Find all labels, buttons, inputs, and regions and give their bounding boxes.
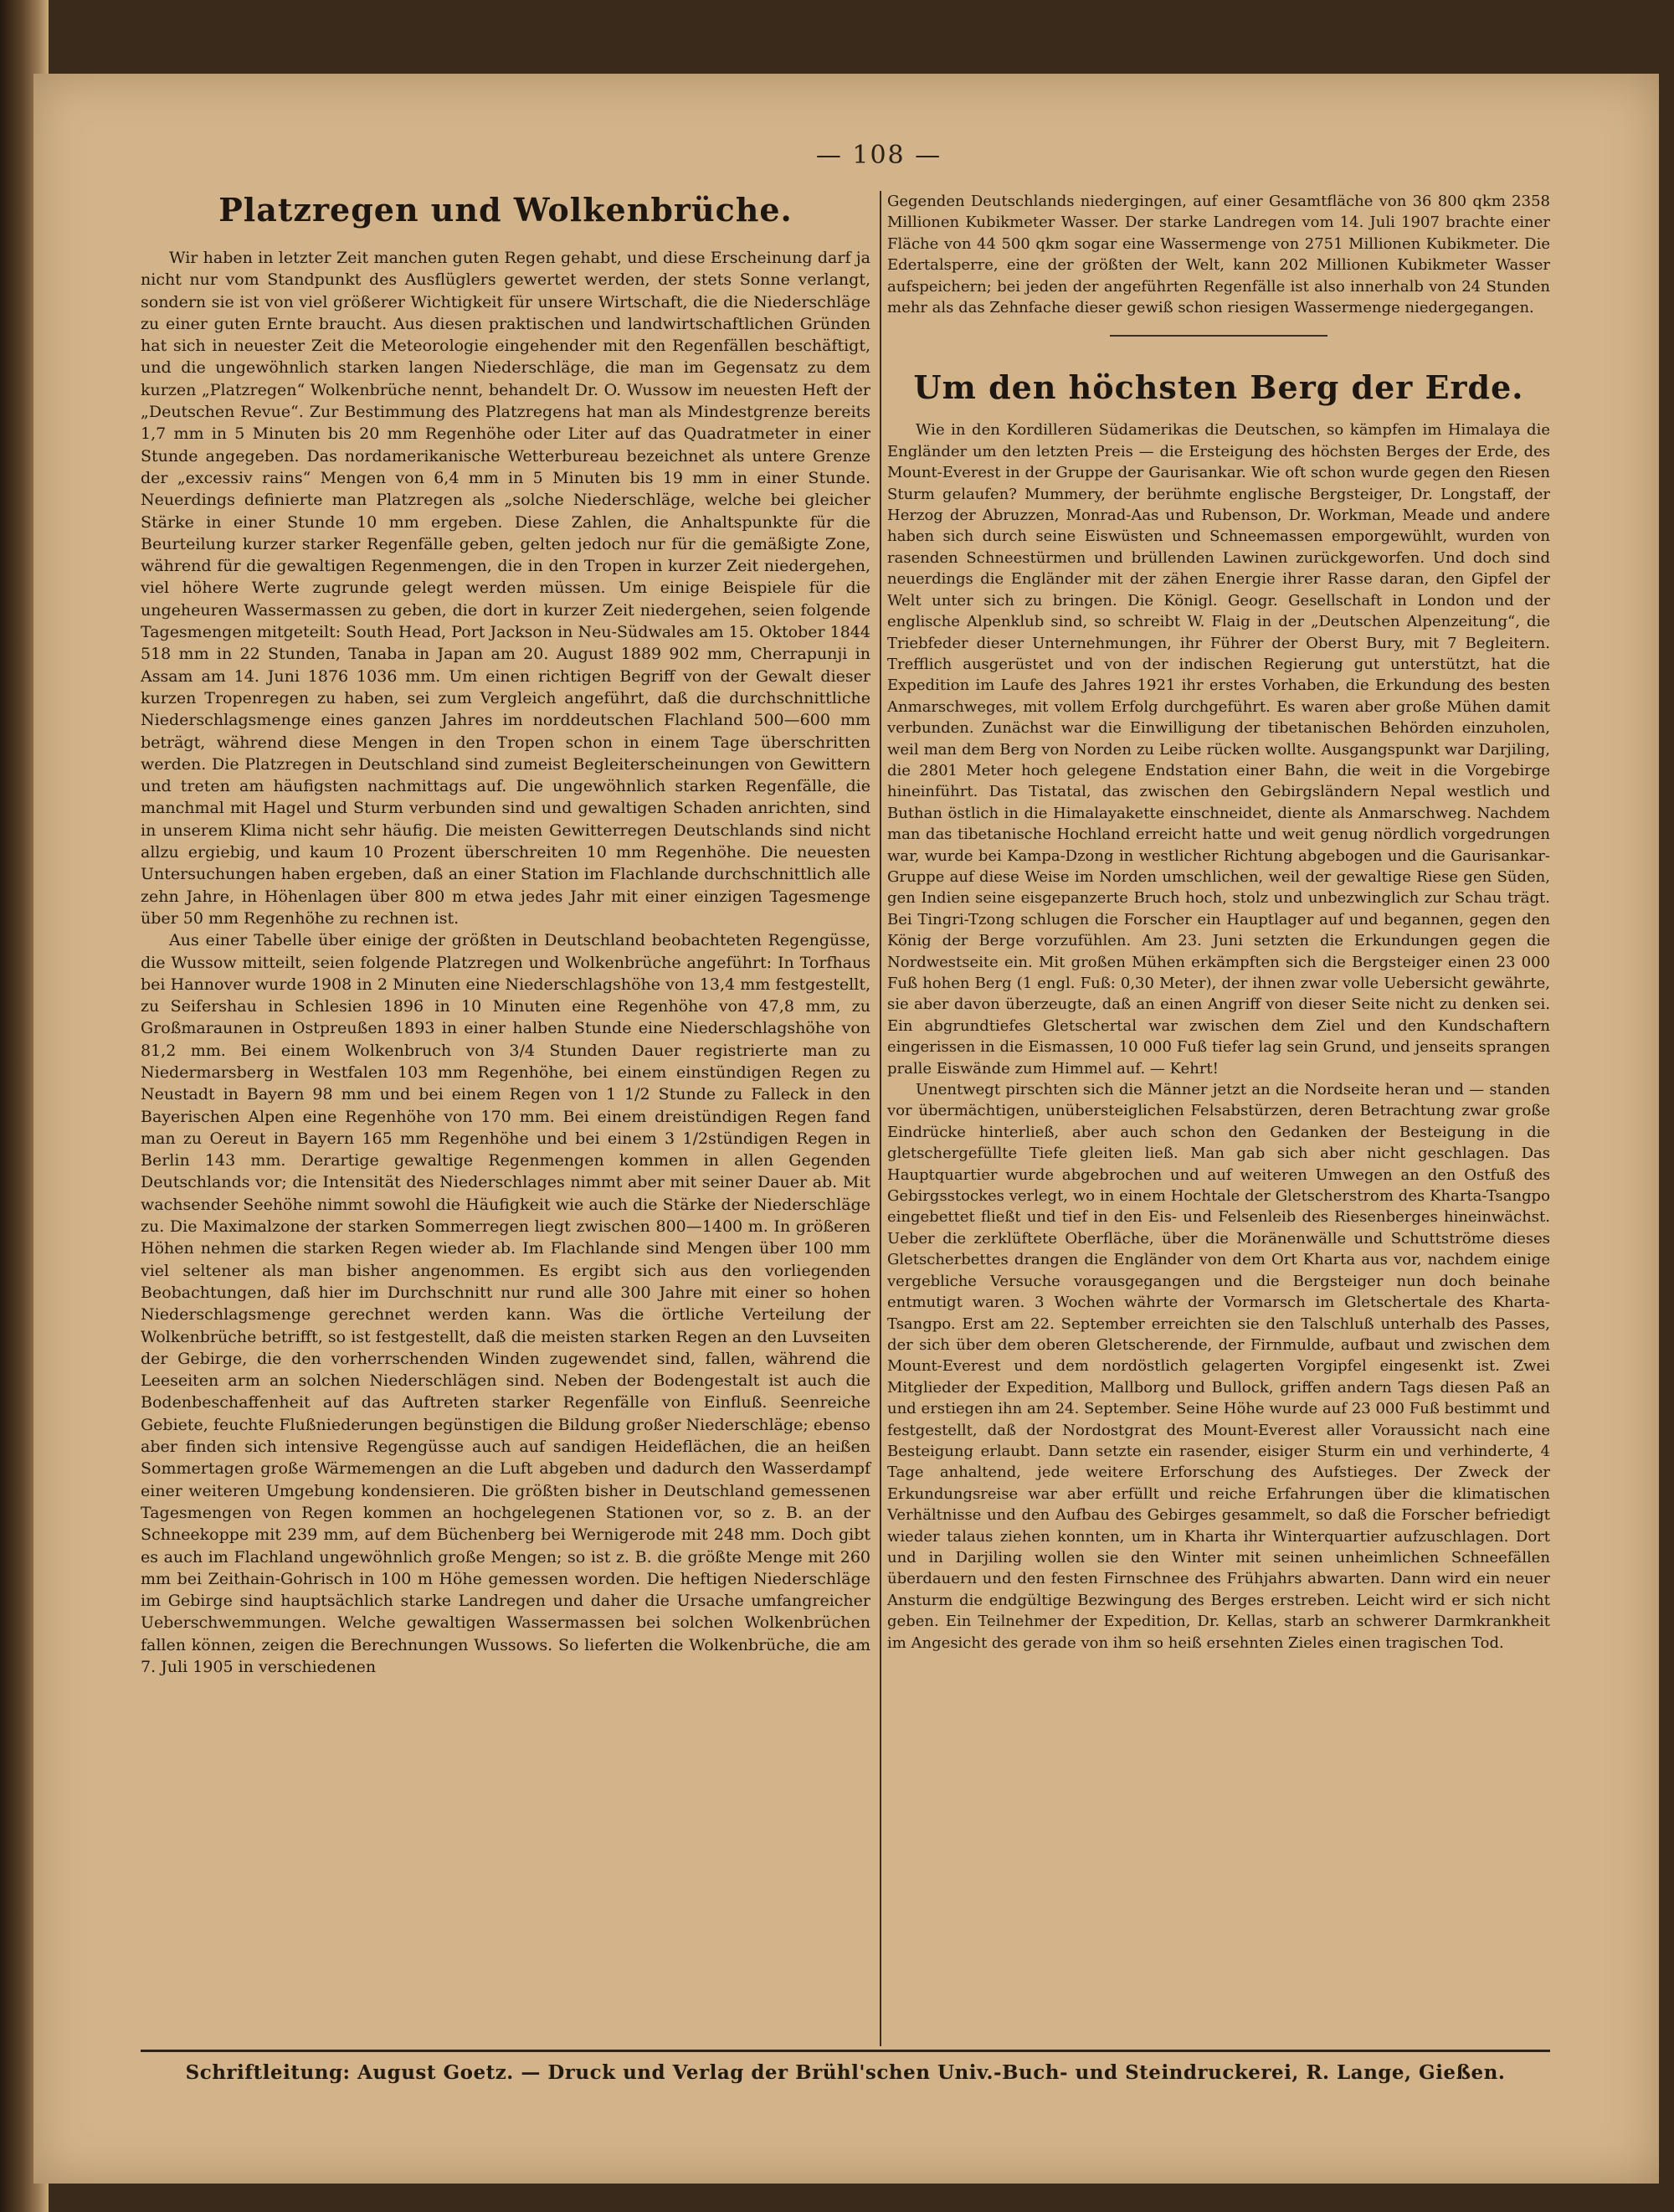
- article-paragraph: Aus einer Tabelle über einige der größten in Deutschland beobachteten Regengüsse, die Wussow mitteilt, seien folgende Platzregen und Wolkenbrüche angeführt: In Torfhaus bei Hannover wurde 1908 in 2 Minuten eine Niederschlagshöhe von 13,4 mm festgestellt, zu Seifershau in Schlesien 1896 in 10 Minuten eine Regenhöhe von 47,8 mm, zu Großmaraunen in Ostpreußen 1893 in einer halben Stunde eine Niederschlagshöhe von 81,2 mm. Bei einem Wolkenbruch von 3/4 Stunden Dauer registrierte man zu Niedermarsberg in Westfalen 103 mm Regenhöhe, bei einem einstündigen Regen zu Neustadt in Bayern 98 mm und bei einem Regen von 1 1/2 Stunde zu Falleck in den Bayerischen Alpen eine Regenhöhe von 170 mm. Bei einem dreistündigen Regen fand man zu Oereut in Bayern 165 mm Regenhöhe und bei einem 3 1/2stündigen Regen in Berlin 143 mm. Derartige gewaltige Regenmengen kommen in allen Gegenden Deutschlands vor; die Intensität des Niederschlages nimmt aber mit seiner Dauer ab. Mit wachsender Seehöhe nimmt sowohl die Häufigkeit wie auch die Stärke der Niederschläge zu. Die Maximalzone der starken Sommerregen liegt zwischen 800—1400 m. In größeren Höhen nehmen die starken Regen wieder ab. Im Flachlande sind Mengen über 100 mm viel seltener als man bisher angenommen. Es ergibt sich aus den vorliegenden Beobachtungen, daß hier im Durchschnitt nur rund alle 300 Jahre mit einer so hohen Niederschlagsmenge gerechnet werden kann. Was die örtliche Verteilung der Wolkenbrüche betrifft, so ist festgestellt, daß die meisten starken Regen an den Luvseiten der Gebirge, die den vorherrschenden Winden zugewendet sind, fallen, während die Leeseiten arm an solchen Niederschlägen sind. Neben der Bodengestalt ist auch die Bodenbeschaffenheit auf das Auftreten starker Regenfälle von Einfluß. Seenreiche Gebiete, feuchte Flußniederungen begünstigen die Bildung großer Niederschläge; ebenso aber finden sich intensive Regengüsse auch auf sandigen Heideflächen, die an heißen Sommertagen große Wärmemengen an die Luft abgeben und dadurch den Wasserdampf einer weiteren Umgebung kondensieren. Die größten bisher in Deutschland gemessenen Tagesmengen von Regen kommen an hochgelegenen Stationen vor, so z. B. an der Schneekoppe mit 239 mm, auf dem Büchenberg bei Wernigerode mit 248 mm. Doch gibt es auch im Flachland ungewöhnlich große Mengen; so ist z. B. die größte Menge mit 260 mm bei Zeithain-Gohrisch in 100 m Höhe gemessen worden. Die heftigen Niederschläge im Gebirge sind hauptsächlich starke Landregen und daher die Ursache umfangreicher Ueberschwemmungen. Welche gewaltigen Wassermassen bei solchen Wolkenbrüchen fallen können, zeigen die Berechnungen Wussows. So lieferten die Wolkenbrüche, die am 7. Juli 1905 in verschiedenen: [141, 931, 870, 1676]
- left-column: [141, 191, 870, 1678]
- right-column: [887, 191, 1550, 1654]
- article-title-platzregen: Platzregen und Wolkenbrüche.: [218, 191, 793, 229]
- article-paragraph: Unentwegt pirschten sich die Männer jetzt an die Nordseite heran und — standen vor übermächtigen, unübersteiglichen Felsabstürzen, deren Betrachtung zwar große Eindrücke hinterließ, aber auch schon den Gedanken der Besteigung in die gletschergefüllte Tiefe gleiten ließ. Man gab sich aber nicht geschlagen. Das Hauptquartier wurde abgebrochen und auf weiteren Umwegen an den Ostfuß des Gebirgsstockes verlegt, wo in einem Hochtale der Gletscherstrom des Kharta-Tsangpo eingebettet fließt und tief in den Eis- und Felsenleib des Riesenberges hineinwächst. Ueber die zerklüftete Oberfläche, über die Moränenwälle und Schuttströme dieses Gletscherbettes drangen die Engländer von dem Ort Kharta aus vor, nachdem einige vergebliche Versuche vorausgegangen und die Bergsteiger nun doch beinahe entmutigt waren. 3 Wochen währte der Vormarsch im Gletschertale des Kharta-Tsangpo. Erst am 22. September erreichten sie den Talschluß unterhalb des Passes, der sich über dem oberen Gletscherende, der Firnmulde, aufbaut und zwischen dem Mount-Everest und dem nordöstlich gelagerten Vorgipfel eingesenkt ist. Zwei Mitglieder der Expedition, Mallborg und Bullock, griffen andern Tags diesen Paß an und erstiegen ihn am 24. September. Seine Höhe wurde auf 23 000 Fuß bestimmt und festgestellt, daß der Nordostgrat des Mount-Everest aller Voraussicht nach eine Besteigung erlaubt. Dann setzte ein rasender, eisiger Sturm ein und verhinderte, 4 Tage anhaltend, jede weitere Erforschung des Aufstieges. Der Zweck der Erkundungsreise war aber erfüllt und reiche Erfahrungen über die klimatischen Verhältnisse und den Aufbau des Gebirges gesammelt, so daß die Forscher befriedigt wieder talaus ziehen konnten, um in Kharta ihr Winterquartier aufzuschlagen. Dort und in Darjiling wollen sie den Winter mit seinen unheimlichen Schneefällen überdauern und den festen Firnschnee des Frühjahrs abwarten. Dann wird ein neuer Ansturm die endgültige Bezwingung des Berges erstreben. Leicht wird er sich nicht geben. Ein Teilnehmer der Expedition, Dr. Kellas, starb an schwerer Darmkrankheit im Angesicht des gerade von ihm so heiß ersehnten Zieles einen tragischen Tod.: [887, 1081, 1550, 1652]
- page-number: — 108 —: [815, 141, 942, 170]
- article-paragraph: Wir haben in letzter Zeit manchen guten Regen gehabt, und diese Erscheinung darf ja nicht nur vom Standpunkt des Ausflüglers gewertet werden, der stets Sonne verlangt, sondern sie ist von viel größerer Wichtigkeit für unsere Wirtschaft, die die Niederschläge zu einer guten Ernte braucht. Aus diesen praktischen und landwirtschaftlichen Gründen hat sich in neuester Zeit die Meteorologie eingehender mit den Regenfällen beschäftigt, und die ungewöhnlich starken langen Niederschläge, die man im Gegensatz zu dem kurzen „Platzregen“ Wolkenbrüche nennt, behandelt Dr. O. Wussow im neuesten Heft der „Deutschen Revue“. Zur Bestimmung des Platzregens hat man als Mindestgrenze bereits 1,7 mm in 5 Minuten bis 20 mm Regenhöhe oder Liter auf das Quadratmeter in einer Stunde angegeben. Das nordamerikanische Wetterbureau bezeichnet als untere Grenze der „excessiv rains“ Mengen von 6,4 mm in 5 Minuten bis 19 mm in einer Stunde. Neuerdings definierte man Platzregen als „solche Niederschläge, welche bei gleicher Stärke in einer Stunde 10 mm ergeben. Diese Zahlen, die Anhaltspunkte für die Beurteilung kurzer starker Regenfälle geben, gelten jedoch nur für die gemäßigte Zone, während für die gewaltigen Regenmengen, die in den Tropen in kurzer Zeit niedergehen, viel höhere Werte zugrunde gelegt werden müssen. Um einige Beispiele für die ungeheuren Wassermassen zu geben, die dort in kurzer Zeit niedergehen, seien folgende Tagesmengen mitgeteilt: South Head, Port Jackson in Neu-Südwales am 15. Oktober 1844 518 mm in 22 Stunden, Tanaba in Japan am 20. August 1889 902 mm, Cherrapunji in Assam am 14. Juni 1876 1036 mm. Um einen richtigen Begriff von der Gewalt dieser kurzen Tropenregen zu haben, sei zum Vergleich angeführt, daß die durchschnittliche Niederschlagsmenge eines ganzen Jahres im norddeutschen Flachland 500—600 mm beträgt, während diese Mengen in den Tropen schon in einem Tage überschritten werden. Die Platzregen in Deutschland sind zumeist Begleiterscheinungen von Gewittern und treten am häufigsten nachmittags auf. Die ungewöhnlich starken Regenfälle, die manchmal mit Hagel und Sturm verbunden sind und gewaltigen Schaden anrichten, sind in unserem Klima nicht sehr häufig. Die meisten Gewitterregen Deutschlands sind nicht allzu ergiebig, und kaum 10 Prozent überschreiten 10 mm Regenhöhe. Die neuesten Untersuchungen haben ergeben, daß an einer Station im Flachlande durchschnittlich alle zehn Jahre, in Höhenlagen über 800 m etwa jedes Jahr mit einer einzigen Tagesmenge über 50 mm Regenhöhe zu rechnen ist.: [141, 249, 870, 928]
- article-continuation: Gegenden Deutschlands niedergingen, auf einer Gesamtfläche von 36 800 qkm 2358 Millionen Kubikmeter Wasser. Der starke Landregen vom 14. Juli 1907 brachte einer Fläche von 44 500 qkm sogar eine Wassermenge von 2751 Millionen Kubikmeter. Die Edertalsperre, eine der größten der Welt, kann 202 Millionen Kubikmeter Wasser aufspeichern; bei jeden der angeführten Regenfälle ist also innerhalb von 24 Stunden mehr als das Zehnfache dieser gewiß schon riesigen Wassermenge niedergegangen.: [887, 193, 1550, 317]
- imprint-line: Schriftleitung: August Goetz. — Druck und Verlag der Brühl'schen Univ.-Buch- und Steindruckerei, R. Lange, Gießen.: [185, 2061, 1506, 2084]
- article-paragraph: Wie in den Kordilleren Südamerikas die Deutschen, so kämpfen im Himalaya die Engländer um den letzten Preis — die Ersteigung des höchsten Berges der Erde, des Mount-Everest in der Gruppe der Gaurisankar. Wie oft schon wurde gegen den Riesen Sturm gelaufen? Mummery, der berühmte englische Bergsteiger, Dr. Longstaff, der Herzog der Abruzzen, Monrad-Aas und Rubenson, Dr. Workman, Meade und andere haben sich durch seine Eiswüsten und Schneemassen emporgewühlt, wurden von rasenden Schneestürmen und brüllenden Lawinen zurückgeworfen. Und doch sind neuerdings die Engländer mit der zähen Energie ihrer Rasse daran, den Gipfel der Welt unter sich zu bringen. Die Königl. Geogr. Gesellschaft in London und der englische Alpenklub sind, so schreibt W. Flaig in der „Deutschen Alpenzeitung“, die Triebfeder dieser Unternehmungen, ihr Führer der Oberst Bury, mit 7 Begleitern. Trefflich ausgerüstet und von der indischen Regierung gut unterstützt, hat die Expedition im Laufe des Jahres 1921 ihr erstes Vorhaben, die Erkundung des besten Anmarschweges, mit vollem Erfolg durchgeführt. Es waren aber große Mühen damit verbunden. Zunächst war die Einwilligung der tibetanischen Behörden einzuholen, weil man dem Berg von Norden zu Leibe rücken wollte. Ausgangspunkt war Darjiling, die 2801 Meter hoch gelegene Endstation einer Bahn, die weit in die Vorgebirge hineinführt. Das Tistatal, das zwischen den Gebirgsländern Nepal westlich und Buthan östlich in die Himalayakette einschneidet, diente als Anmarschweg. Nachdem man das tibetanische Hochland erreicht hatte und weit genug nördlich vorgedrungen war, wurde bei Kampa-Dzong in westlicher Richtung abgebogen und die Gaurisankar-Gruppe auf diese Weise im Norden umschlichen, weil der gewaltige Riese gen Süden, gen Indien seine eisgepanzerte Bruch hoch, stolz und unbezwinglich zur Schau trägt. Bei Tingri-Tzong schlugen die Forscher ein Hauptlager auf und begannen, gegen den König der Berge vorzufühlen. Am 23. Juni setzten die Erkundungen gegen die Nordwestseite ein. Mit großen Mühen erkämpften sich die Bergsteiger einen 23 000 Fuß hohen Berg (1 engl. Fuß: 0,30 Meter), der ihnen zwar volle Uebersicht gewährte, sie aber davon überzeugte, daß an einen Angriff von dieser Seite nicht zu denken sei. Ein abgrundtiefes Gletschertal war zwischen dem Ziel und den Kundschaftern eingerissen in die Eismassen, 10 000 Fuß tiefer lag sein Grund, und jenseits sprangen pralle Eiswände zum Himmel auf. — Kehrt!: [887, 421, 1550, 1078]
- column-divider: [880, 191, 881, 2046]
- footer-rule: [141, 2050, 1550, 2052]
- article-title-mount-everest: Um den höchsten Berg der Erde.: [913, 368, 1524, 407]
- section-rule: [1110, 335, 1327, 337]
